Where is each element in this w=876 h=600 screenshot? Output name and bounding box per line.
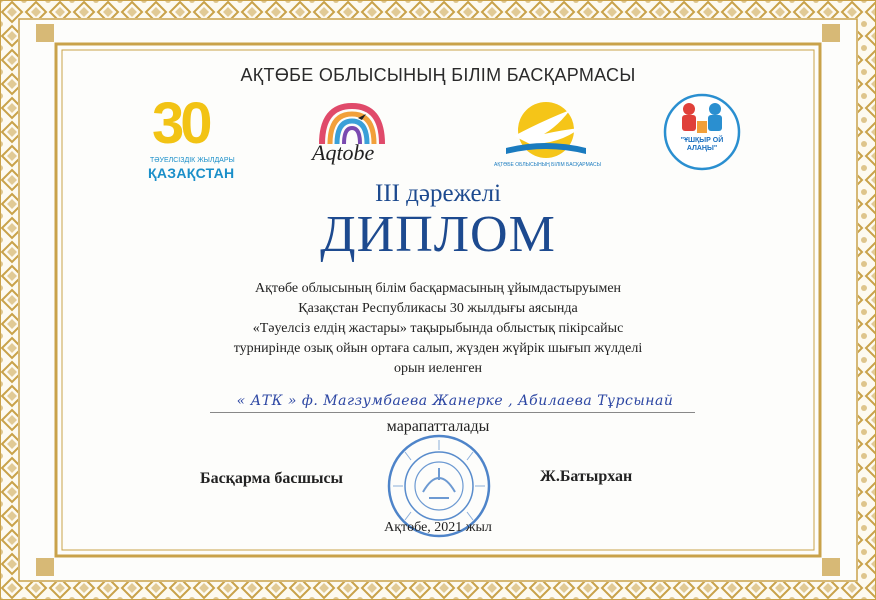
diploma-title: ДИПЛОМ [320, 206, 556, 263]
logo-30-number: 30 [152, 91, 209, 156]
aktobe-logo [310, 102, 395, 174]
debate-circle-icon [663, 93, 741, 171]
logo-30-country: ҚАЗАҚСТАН [148, 165, 235, 181]
aktobe-logo-word: Aqtobe [312, 140, 375, 165]
education-dept-logo [494, 100, 602, 170]
dove-book-icon [500, 100, 592, 162]
education-logo-caption: АҚТӨБЕ ОБЛЫСЫНЫҢ БІЛІМ БАСҚАРМАСЫ [494, 162, 602, 168]
debate-platform-logo [663, 93, 741, 171]
diploma-degree: III дәрежелі [374, 180, 502, 207]
signer-title: Басқарма басшысы [200, 470, 344, 487]
diploma-body-text [200, 279, 676, 379]
debate-logo-line1: "ҰШҚЫР ОЙ [680, 137, 724, 144]
body-line: орын иеленген [393, 361, 483, 376]
independence-30-logo [148, 91, 235, 181]
awarded-text: марапатталады [386, 418, 490, 435]
logo-30-subtitle: ТӘУЕЛСІЗДІК ЖЫЛДАРЫ [150, 157, 235, 164]
signer-name: Ж.Батырхан [540, 468, 633, 485]
body-line: «Тәуелсіз елдің жастары» тақырыбында облыстық пікірсайыс [252, 321, 624, 336]
recipient-underline [210, 412, 695, 413]
body-line: Ақтөбе облысының білім басқармасының ұйымдастыруымен [254, 281, 622, 296]
recipient-handwritten: « АТК » ф. Магзумбаева Жанерке , Абилаева Тұрсынай [236, 393, 674, 409]
body-line: Қазақстан Республикасы 30 жылдығы аясында [298, 301, 578, 316]
body-line: турнирінде озық ойын ортаға салып, жүзден жүйрік шығып жүлделі [233, 341, 643, 356]
debate-logo-line2: АЛАҢЫ" [686, 145, 718, 152]
place-year: Ақтөбе, 2021 жыл [384, 520, 492, 535]
organization-header: АҚТӨБЕ ОБЛЫСЫНЫҢ БІЛІМ БАСҚАРМАСЫ [240, 65, 636, 85]
